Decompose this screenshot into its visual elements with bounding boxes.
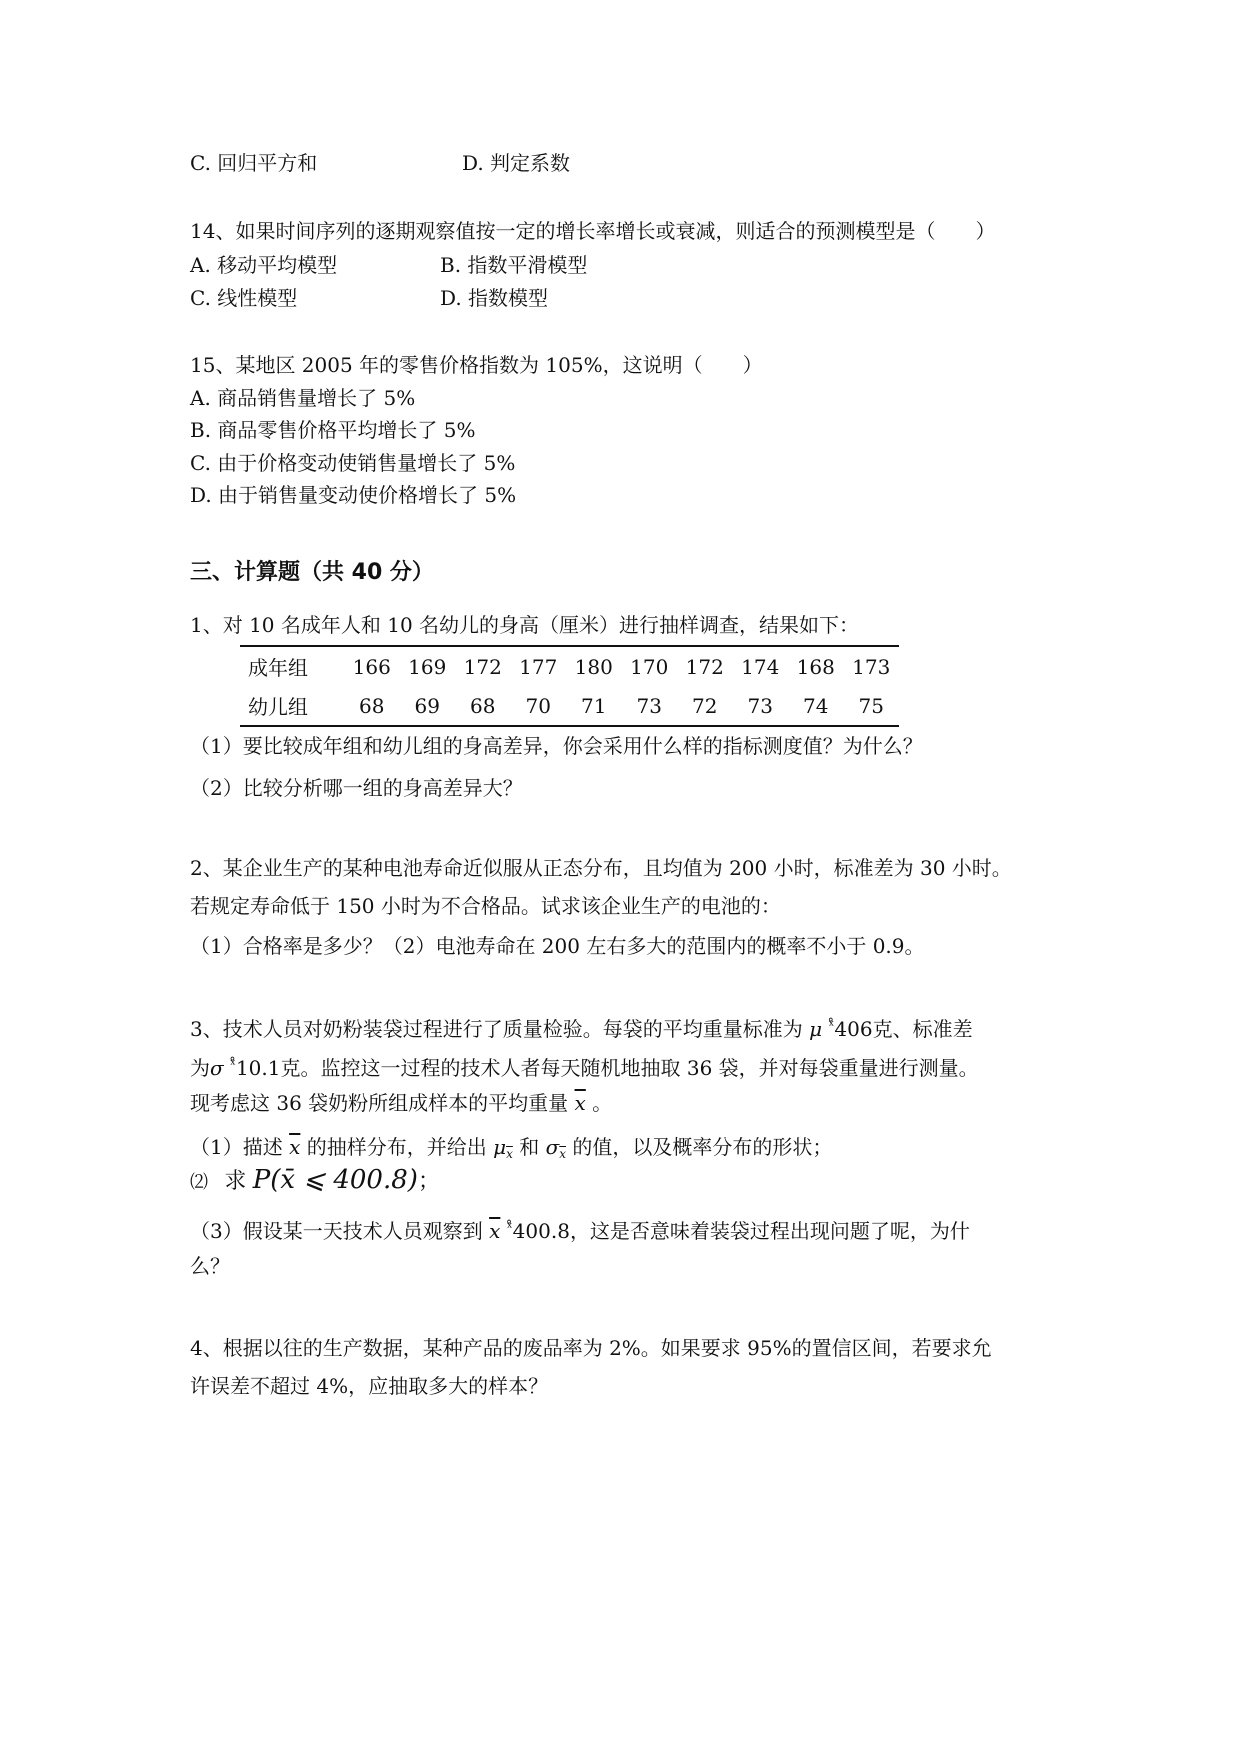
sigma-value: 10.1 [235, 1056, 281, 1080]
q14-option-c: C. 线性模型 [190, 286, 298, 310]
table-cell: 72 [692, 693, 718, 718]
c3-line2-pre: 为 [190, 1056, 210, 1080]
q15-option-c: C. 由于价格变动使销售量增长了 5% [190, 451, 516, 475]
c3-sub1-mid: 的抽样分布，并给出 [306, 1135, 487, 1159]
q13-option-c: C. 回归平方和 [190, 151, 318, 175]
c2-line1: 2、某企业生产的某种电池寿命近似服从正态分布，且均值为 200 小时，标准差为 30 小时。 [190, 856, 1012, 880]
q15-stem: 15、某地区 2005 年的零售价格指数为 105%，这说明（ ） [190, 353, 763, 377]
table-row [240, 686, 899, 726]
table-cell: 73 [636, 693, 662, 718]
xbar-symbol: $\overline{x}$ [574, 1091, 586, 1115]
table-cell: 170 [630, 654, 669, 679]
c3-sub1 [190, 1134, 832, 1160]
broken-equals-glyph: ˣ̊ [506, 1220, 513, 1236]
q15-option-b: B. 商品零售价格平均增长了 5% [190, 418, 476, 442]
table-cell: 172 [685, 654, 724, 679]
c2-line3: （1）合格率是多少？（2）电池寿命在 200 左右多大的范围内的概率不小于 0.9。 [190, 934, 925, 958]
height-data-table [240, 645, 899, 727]
table-row [240, 646, 899, 686]
c3-line3-pre: 现考虑这 36 袋奶粉所组成样本的平均重量 [190, 1091, 569, 1115]
broken-equals-glyph: ˣ̊ [828, 1018, 835, 1034]
c3-line3-post: 。 [592, 1091, 613, 1115]
table-cell: 71 [581, 693, 607, 718]
q15-option-a: A. 商品销售量增长了 5% [190, 386, 416, 410]
mu-value: 406 [834, 1017, 873, 1041]
c3-line1-pre: 3、技术人员对奶粉装袋过程进行了质量检验。每袋的平均重量标准为 [190, 1017, 803, 1041]
table-cell: 168 [796, 654, 835, 679]
table-cell: 166 [352, 654, 391, 679]
c3-sub1-and: 和 [519, 1135, 540, 1159]
c3-sub2-label: ⑵ [190, 1172, 208, 1193]
xbar-symbol: $\overline{x}$ [289, 1135, 301, 1159]
c1-sub1: （1）要比较成年组和幼儿组的身高差异，你会采用什么样的指标测度值？为什么？ [190, 734, 923, 758]
c4-line2: 许误差不超过 4%，应抽取多大的样本？ [190, 1374, 549, 1398]
broken-equals-glyph: ˣ̊ [230, 1057, 236, 1073]
section-title: 三、计算题（共 40 分） [190, 560, 434, 585]
q14-option-d: D. 指数模型 [440, 286, 549, 310]
probability-formula: P(x̄ ⩽ 400.8) [252, 1165, 418, 1195]
xbar-subscript: x [559, 1147, 567, 1161]
q14-stem: 14、如果时间序列的逐期观察值按一定的增长率增长或衰减，则适合的预测模型是（ ） [190, 219, 996, 243]
row-label: 成年组 [248, 656, 308, 680]
c3-sub3-post: ，这是否意味着装袋过程出现问题了呢，为什 [569, 1219, 970, 1243]
sigma-symbol: σ [210, 1056, 224, 1080]
table-cell: 75 [858, 693, 884, 718]
mu-symbol: μ [493, 1135, 507, 1159]
table-cell: 169 [408, 654, 447, 679]
table-cell: 180 [574, 654, 613, 679]
table-cell: 68 [470, 693, 496, 718]
c3-sub1-pre: （1）描述 [190, 1135, 283, 1159]
c2-line2: 若规定寿命低于 150 小时为不合格品。试求该企业生产的电池的： [190, 894, 781, 918]
c1-stem: 1、对 10 名成年人和 10 名幼儿的身高（厘米）进行抽样调查，结果如下： [190, 613, 860, 637]
sigma-xbar-symbol [546, 1135, 566, 1159]
c3-sub2 [190, 1164, 440, 1196]
q14-option-a: A. 移动平均模型 [190, 253, 338, 277]
row-label: 幼儿组 [248, 695, 308, 719]
c3-sub2-post: ； [417, 1169, 440, 1194]
xbar-subscript: x [506, 1147, 513, 1161]
q14-option-b: B. 指数平滑模型 [440, 253, 588, 277]
observed-value: 400.8 [512, 1219, 570, 1243]
table-cell: 68 [359, 693, 385, 718]
table-cell: 70 [525, 693, 551, 718]
c3-line1-post: 克、标准差 [872, 1017, 973, 1041]
q13-option-d: D. 判定系数 [462, 151, 571, 175]
c3-sub1-post: 的值，以及概率分布的形状； [572, 1135, 833, 1159]
c3-line3 [190, 1090, 612, 1116]
c3-sub3-pre: （3）假设某一天技术人员观察到 [190, 1219, 483, 1243]
mu-xbar-symbol [493, 1135, 513, 1159]
table-cell: 74 [803, 693, 829, 718]
c3-line2 [190, 1052, 979, 1078]
c4-line1: 4、根据以往的生产数据，某种产品的废品率为 2%。如果要求 95%的置信区间，若要求允 [190, 1336, 992, 1360]
table-cell: 177 [519, 654, 558, 679]
c3-line2-post: 克。监控这一过程的技术人者每天随机地抽取 36 袋，并对每袋重量进行测量。 [280, 1056, 979, 1080]
c3-sub3-line2: 么？ [190, 1254, 230, 1278]
xbar-symbol: $\overline{x}$ [489, 1219, 501, 1243]
c3-line1 [190, 1013, 973, 1039]
c3-sub3 [190, 1215, 970, 1241]
sigma-symbol: σ [545, 1135, 560, 1159]
table-cell: 69 [414, 693, 440, 718]
c1-sub2: （2）比较分析哪一组的身高差异大？ [190, 776, 523, 800]
table-cell: 174 [741, 654, 780, 679]
q15-option-d: D. 由于销售量变动使价格增长了 5% [190, 483, 517, 507]
table-cell: 172 [463, 654, 502, 679]
c3-sub2-pre: 求 [224, 1169, 247, 1194]
table-cell: 73 [747, 693, 773, 718]
mu-symbol: μ [809, 1017, 823, 1041]
table-cell: 173 [852, 654, 891, 679]
